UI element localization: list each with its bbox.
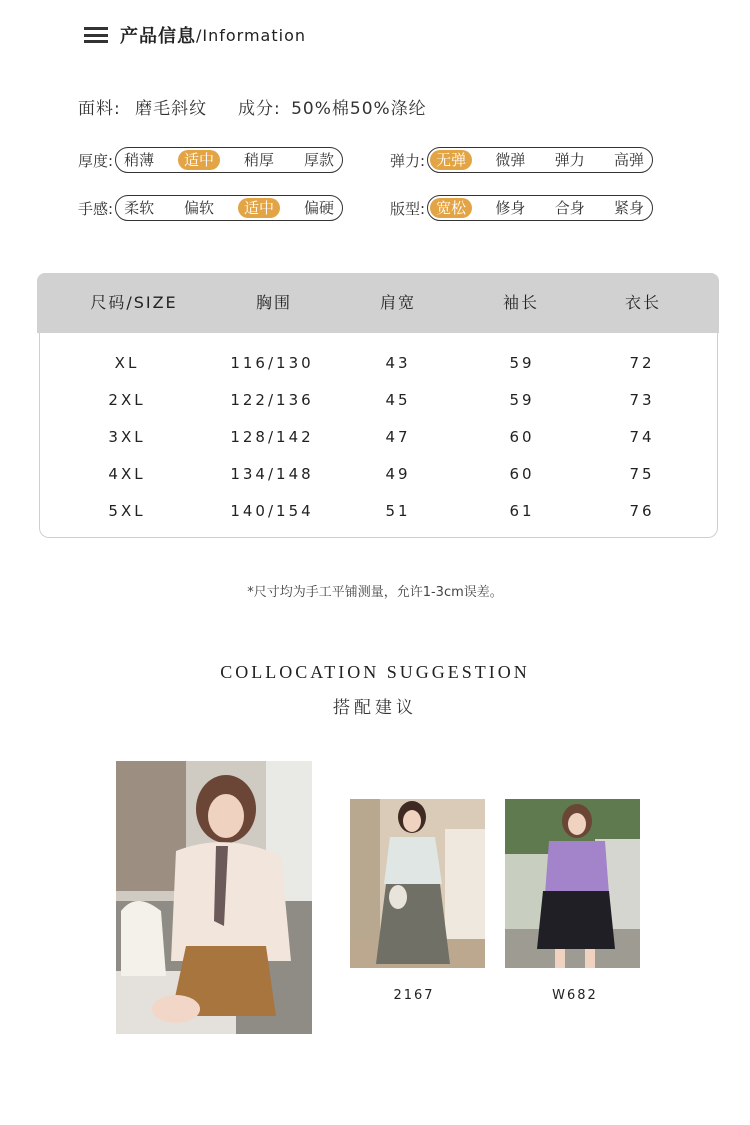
section-subtitle: /Information [196, 25, 307, 45]
fabric-label: 面料: [78, 99, 121, 119]
material-line [78, 94, 427, 119]
section-header [84, 22, 306, 48]
outfit-photo-main[interactable] [116, 761, 312, 1034]
option: 紧身 [614, 199, 645, 217]
outfit-photo-2167-image [350, 799, 485, 968]
outfit-photo-main-image [116, 761, 312, 1034]
option: 微弹 [495, 151, 526, 169]
table-cell: 47 [385, 428, 411, 446]
table-cell: 128/142 [230, 428, 314, 446]
table-cell: 59 [509, 391, 535, 409]
table-cell: 76 [629, 502, 655, 520]
measurement-note: *尺寸均为手工平铺测量，允许1-3cm误差。 [247, 585, 503, 600]
table-cell: 60 [509, 465, 535, 483]
attr-feel [78, 195, 343, 221]
composition-value: 50%棉50%涤纶 [291, 99, 427, 119]
attr-options [115, 147, 343, 173]
table-cell: 4XL [108, 465, 146, 483]
attr-label: 弹力: [390, 151, 426, 170]
option: 弹力 [554, 151, 585, 169]
option: 修身 [495, 199, 526, 217]
option: 合身 [554, 199, 585, 217]
composition-label: 成分: [237, 99, 281, 119]
option: 厚款 [304, 151, 335, 169]
table-cell: 59 [509, 354, 535, 372]
column-header-chest: 胸围 [255, 293, 293, 312]
table-cell: 45 [385, 391, 411, 409]
table-cell: 51 [385, 502, 411, 520]
table-cell: 60 [509, 428, 535, 446]
option: 柔软 [124, 199, 155, 217]
table-cell: 122/136 [230, 391, 314, 409]
table-cell: 116/130 [230, 354, 314, 372]
outfit-caption: W682 [552, 988, 598, 1003]
column-header-size: 尺码/SIZE [90, 293, 178, 312]
table-cell: 140/154 [230, 502, 314, 520]
option: 稍薄 [124, 151, 155, 169]
attr-label: 版型: [390, 199, 426, 218]
outfit-photo-2167[interactable] [350, 799, 485, 968]
table-cell: 43 [385, 354, 411, 372]
option: 高弹 [614, 151, 645, 169]
table-cell: 134/148 [230, 465, 314, 483]
option-selected: 无弹 [430, 150, 472, 170]
table-cell: 2XL [108, 391, 146, 409]
fabric-value: 磨毛斜纹 [135, 99, 208, 119]
section-title: 产品信息 [120, 26, 196, 47]
outfit-photo-w682[interactable] [505, 799, 640, 968]
column-header-length: 衣长 [624, 293, 662, 312]
attr-fit [390, 195, 653, 221]
option-selected: 适中 [178, 150, 220, 170]
attr-label: 厚度: [78, 151, 114, 170]
table-cell: 49 [385, 465, 411, 483]
attr-elasticity [390, 147, 653, 173]
collocation-title-cn: 搭配建议 [333, 698, 417, 718]
column-header-shoulder: 肩宽 [379, 293, 417, 312]
table-cell: 5XL [108, 502, 146, 520]
option-selected: 宽松 [430, 198, 472, 218]
attr-label: 手感: [78, 199, 114, 218]
table-cell: XL [114, 354, 140, 372]
attr-thickness [78, 147, 343, 173]
option: 偏硬 [304, 199, 335, 217]
table-cell: 3XL [108, 428, 146, 446]
option: 偏软 [184, 199, 215, 217]
option: 稍厚 [244, 151, 275, 169]
column-header-sleeve: 袖长 [502, 293, 540, 312]
table-cell: 73 [629, 391, 655, 409]
collocation-title-en: COLLOCATION SUGGESTION [220, 662, 530, 682]
table-cell: 74 [629, 428, 655, 446]
table-cell: 72 [629, 354, 655, 372]
table-cell: 61 [509, 502, 535, 520]
outfit-photo-w682-image [505, 799, 640, 968]
menu-icon [84, 27, 108, 43]
option-selected: 适中 [238, 198, 280, 218]
attr-options [427, 195, 653, 221]
outfit-caption: 2167 [393, 988, 435, 1003]
table-cell: 75 [629, 465, 655, 483]
attr-options [115, 195, 343, 221]
attr-options [427, 147, 653, 173]
